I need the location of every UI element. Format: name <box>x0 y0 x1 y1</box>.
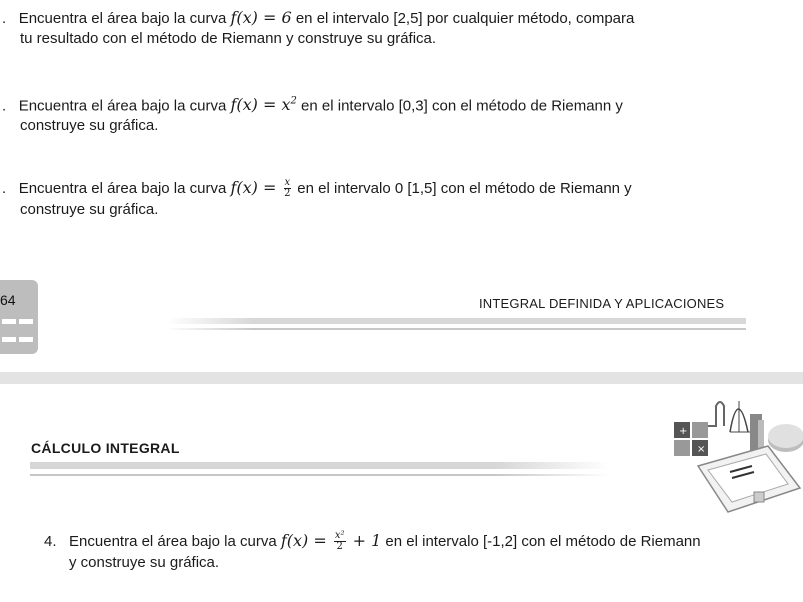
section-rule-1 <box>30 462 610 469</box>
page-divider-band <box>0 372 803 384</box>
problem-3-text-post: en el intervalo 0 [1,5] con el método de Riemann y <box>293 180 632 197</box>
page-tab-stripes <box>2 316 34 370</box>
problem-3-function: f(x) = $\frac{x}{2}$ <box>230 177 291 199</box>
section-title: CÁLCULO INTEGRAL <box>31 440 180 456</box>
problem-3-line-2: construye su gráfica. <box>20 201 159 218</box>
problem-2-text-pre: Encuentra el área bajo la curva <box>18 97 231 115</box>
problem-2-function: $f(x) = x^2$ <box>230 95 297 115</box>
problem-1-line-2: tu resultado con el método de Riemann y construye su gráfica. <box>20 30 437 47</box>
problem-4-line-2: y construye su gráfica. <box>69 554 220 571</box>
problem-4-function: f(x) = $\frac{\text{x²}}{2}$ + 1 <box>280 530 382 552</box>
math-tools-illustration <box>668 396 803 518</box>
header-rule-2 <box>166 328 746 330</box>
problem-1-function: f(x) = 6 <box>230 8 292 27</box>
svg-text:+: + <box>679 426 688 437</box>
header-rule-1 <box>166 318 746 324</box>
problem-3-line-1 <box>2 178 632 199</box>
chapter-title: INTEGRAL DEFINIDA Y APLICACIONES <box>479 296 725 311</box>
svg-text:×: × <box>697 444 706 455</box>
problem-3-text-pre: Encuentra el área bajo la curva <box>18 180 231 197</box>
problem-1-text-post: en el intervalo [2,5] por cualquier método, compara <box>291 10 635 27</box>
page-number: 64 <box>0 292 16 308</box>
problem-4-text-pre: Encuentra el área bajo la curva <box>69 533 281 550</box>
problem-4-number: 4. <box>44 533 57 550</box>
section-rule-2 <box>30 474 610 476</box>
problem-1-line-1 <box>2 9 634 28</box>
problem-1-marker: . <box>2 10 7 27</box>
problem-1-text-pre: Encuentra el área bajo la curva <box>18 10 231 27</box>
problem-2-text-post: en el intervalo [0,3] con el método de Riemann y <box>296 97 623 115</box>
problem-2-line-1 <box>2 93 623 115</box>
problem-4-text-post: en el intervalo [-1,2] con el método de Riemann <box>381 533 701 550</box>
problem-2-marker: . <box>2 97 7 115</box>
problem-4-line-1 <box>44 531 701 552</box>
problem-2-line-2: construye su gráfica. <box>20 117 159 134</box>
problem-3-marker: . <box>2 180 7 197</box>
